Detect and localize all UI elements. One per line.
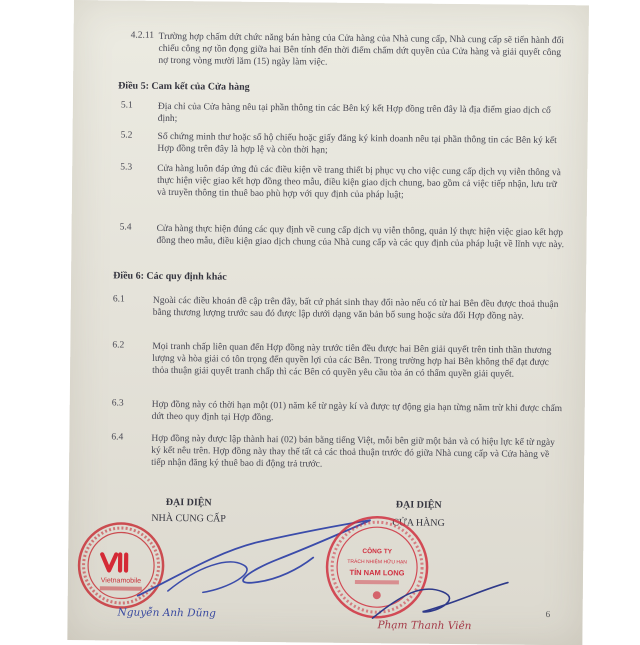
clause-number: 6.1 [112,294,125,305]
article-6-heading: Điều 6: Các quy định khác [113,270,227,283]
clause-text: Mọi tranh chấp liên quan đến Hợp đồng này trước tiên đều được hai Bên giải quyết trên tinh thần thương lượng và hòa giải có tôn trọng đến quyền lợi của các Bên. Trong trường hợp hai Bên không thể đạt được thỏa thuận giải quyết tranh chấp thì các Bên có quyền yêu cầu tòa án có thẩm quyền giải quyết. [152,341,552,381]
clause-text: Trường hợp chấm dứt chức năng bán hàng của Cửa hàng của Nhà cung cấp, Nhà cung cấp sẽ tiến hành đối chiếu công nợ tồn đọng giữa hai Bên tính đến thời điểm chấm dứt quyền của Cửa hàng và giải quyết công nợ trong vòng mười lăm (15) ngày làm việc. [158,31,565,69]
article-5-heading: Điều 5: Cam kết của Cửa hàng [118,80,250,93]
clause-number: 6.2 [112,340,125,351]
clause-number: 6.4 [111,432,124,443]
right-signature-title: ĐẠI DIỆN [395,499,442,511]
clause-number: 5.1 [120,100,133,111]
stamp-brand: Vietnamobile [100,577,142,585]
clause-text: Cửa hàng thực hiện đúng các quy định về cung cấp dịch vụ viễn thông, quản lý thực hiện việc giao kết hợp đồng theo mẫu, điều kiện giao dịch chung của Nhà cung cấp và các quy định của pháp luật về lĩnh vực này. [156,223,565,251]
left-signature-subtitle: NHÀ CUNG CẤP [151,512,226,525]
left-signature-title: ĐẠI DIỆN [165,496,212,509]
clause-number: 6.3 [111,398,124,409]
nha-cung-cap-signer-name: Nguyễn Anh Dũng [117,606,216,620]
stamp-line-3: TÍN NAM LONG [349,567,405,578]
page-number: 6 [545,608,551,620]
clause-number: 5.2 [120,130,133,141]
clause-text: Cửa hàng luôn đáp ứng đủ các điều kiện về trang thiết bị phục vụ cho việc cung cấp dịch vụ viễn thông và thực hiện việc giao kết hợp đồng theo mẫu, điều kiện giao dịch chung, bao gồm cả việc tiếp nhận, lưu trữ và truyền thông tin thuê bao phù hợp với quy định của pháp luật; [156,163,561,201]
stamp-line-2: TRÁCH NHIỆM HỮU HẠN [347,558,407,566]
right-signature-subtitle: CỬA HÀNG [392,517,445,529]
clause-text: Địa chỉ của Cửa hàng nêu tại phần thông tin các Bên ký kết Hợp đồng trên đây là địa điểm giao dịch cố định; [157,101,551,125]
photo-frame [14,0,626,640]
clause-text: Ngoài các điều khoản đề cập trên đây, bất cứ phát sinh thay đổi nào nếu có từ hai Bên đều được thoả thuận bằng thương lượng trước sau đó được lập dưới dạng văn bản bổ sung hoặc sửa đổi Hợp đồng này. [152,295,559,322]
clause-text: Hợp đồng này có thời hạn một (01) năm kể từ ngày kí và được tự động gia hạn từng năm trừ khi được chấm dứt theo quy định tại Hợp đồng. [151,399,563,424]
stamp-line-1: CÔNG TY [362,548,393,556]
clause-number: 5.4 [119,222,132,233]
clause-number: 4.2.11 [130,30,155,41]
cua-hang-signer-name: Phạm Thanh Viên [377,619,472,633]
clause-number: 5.3 [120,162,133,173]
clause-text: Hợp đồng này được lập thành hai (02) bản bằng tiếng Việt, mỗi bên giữ một bản và có hiệu lực kể từ ngày ký kết nêu trên. Hợp đồng này thay thế tất cả các thoả thuận trước đó giữa Nhà cung cấp và Cửa hàng về tiếp nhận đăng ký thuê bao di động trả trước. [151,433,555,471]
contract-page [67,0,589,645]
clause-text: Số chứng minh thư hoặc số hộ chiếu hoặc giấy đăng ký kinh doanh nêu tại phần thông tin các Bên ký kết Hợp đồng trên đây là hợp lệ và còn thời hạn; [157,131,557,156]
